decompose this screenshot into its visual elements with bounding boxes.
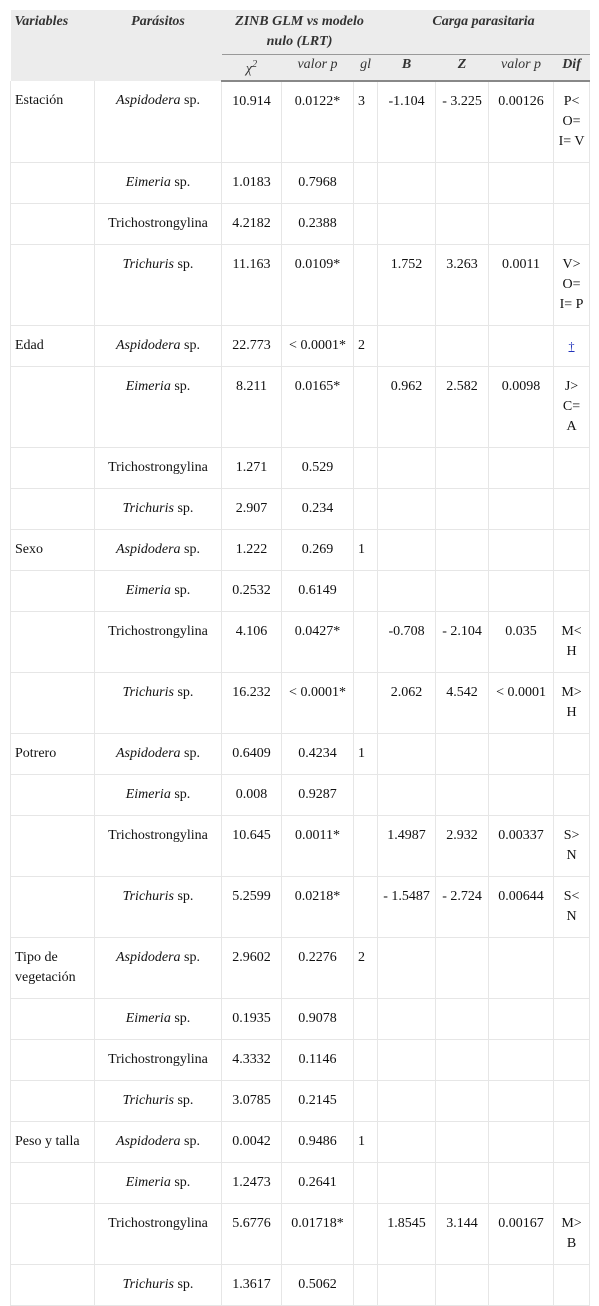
chi-cell: 0.6409 xyxy=(222,733,282,774)
B-cell xyxy=(378,488,436,529)
variable-cell xyxy=(11,815,95,876)
parasite-genus: Aspidodera xyxy=(115,949,181,965)
Z-cell xyxy=(436,998,489,1039)
parasite-cell xyxy=(95,611,222,672)
pvalue-cell: 0.1146 xyxy=(282,1039,354,1080)
dif-cell: S< N xyxy=(554,876,590,937)
variable-cell xyxy=(11,672,95,733)
dif-cell: V> O= I= P xyxy=(554,244,590,325)
pvalue2-cell xyxy=(489,774,554,815)
variable-cell: Edad xyxy=(11,325,95,366)
parasite-results-table xyxy=(10,10,590,1306)
variable-cell xyxy=(11,1203,95,1264)
pvalue2-cell xyxy=(489,325,554,366)
Z-cell xyxy=(436,1080,489,1121)
dif-cell: M> H xyxy=(554,672,590,733)
chi-cell: 16.232 xyxy=(222,672,282,733)
pvalue-cell: 0.0218* xyxy=(282,876,354,937)
parasite-genus: Eimeria xyxy=(125,378,171,394)
parasite-genus: Aspidodera xyxy=(115,92,181,108)
table-row xyxy=(11,998,590,1039)
dif-cell xyxy=(554,774,590,815)
parasite-suffix: Trichostrongylina xyxy=(108,1215,208,1231)
gl-cell xyxy=(354,1039,378,1080)
pvalue2-cell: 0.00337 xyxy=(489,815,554,876)
variable-cell: Sexo xyxy=(11,529,95,570)
dif-cell: M< H xyxy=(554,611,590,672)
parasite-cell xyxy=(95,733,222,774)
dif-cell xyxy=(554,733,590,774)
B-cell xyxy=(378,570,436,611)
B-cell xyxy=(378,1162,436,1203)
dif-cell xyxy=(554,937,590,998)
gl-cell xyxy=(354,162,378,203)
Z-cell xyxy=(436,774,489,815)
pvalue-cell: 0.0011* xyxy=(282,815,354,876)
chi-cell: 2.907 xyxy=(222,488,282,529)
dif-cell xyxy=(554,998,590,1039)
parasite-cell xyxy=(95,876,222,937)
gl-cell xyxy=(354,1162,378,1203)
B-cell xyxy=(378,1264,436,1305)
parasite-suffix: sp. xyxy=(173,256,194,272)
chi-cell: 22.773 xyxy=(222,325,282,366)
parasite-cell xyxy=(95,1121,222,1162)
variable-cell xyxy=(11,447,95,488)
Z-cell xyxy=(436,162,489,203)
pvalue-cell: < 0.0001* xyxy=(282,672,354,733)
parasite-genus: Aspidodera xyxy=(115,337,181,353)
Z-cell xyxy=(436,1121,489,1162)
pvalue-cell: 0.529 xyxy=(282,447,354,488)
pvalue2-cell xyxy=(489,1080,554,1121)
pvalue2-cell xyxy=(489,937,554,998)
variable-cell xyxy=(11,488,95,529)
variable-cell xyxy=(11,203,95,244)
dif-cell: M> B xyxy=(554,1203,590,1264)
table-row xyxy=(11,611,590,672)
variable-cell xyxy=(11,162,95,203)
pvalue2-cell xyxy=(489,488,554,529)
table-row xyxy=(11,81,590,163)
parasite-genus: Eimeria xyxy=(125,1174,171,1190)
B-cell xyxy=(378,447,436,488)
header-dif: Dif xyxy=(554,55,590,81)
B-cell xyxy=(378,774,436,815)
pvalue-cell: 0.9486 xyxy=(282,1121,354,1162)
variable-cell xyxy=(11,611,95,672)
pvalue2-cell xyxy=(489,1121,554,1162)
chi-cell: 2.9602 xyxy=(222,937,282,998)
table-row xyxy=(11,162,590,203)
parasite-suffix: sp. xyxy=(180,1133,200,1149)
parasite-suffix: sp. xyxy=(173,888,194,904)
Z-cell xyxy=(436,447,489,488)
parasite-genus: Eimeria xyxy=(125,582,171,598)
pvalue2-cell xyxy=(489,1264,554,1305)
parasite-suffix: sp. xyxy=(180,92,200,108)
chi-cell: 4.3332 xyxy=(222,1039,282,1080)
parasite-cell xyxy=(95,81,222,163)
pvalue-cell: 0.0122* xyxy=(282,81,354,163)
gl-cell xyxy=(354,774,378,815)
chi-cell: 3.0785 xyxy=(222,1080,282,1121)
B-cell: - 1.5487 xyxy=(378,876,436,937)
parasite-suffix: sp. xyxy=(173,684,194,700)
table-row xyxy=(11,876,590,937)
B-cell: 1.752 xyxy=(378,244,436,325)
parasite-genus: Trichuris xyxy=(122,1276,174,1292)
parasite-genus: Trichuris xyxy=(122,500,174,516)
gl-cell xyxy=(354,1080,378,1121)
table-row xyxy=(11,244,590,325)
Z-cell: 2.582 xyxy=(436,366,489,447)
parasite-suffix: sp. xyxy=(170,174,191,190)
parasite-suffix: sp. xyxy=(173,1092,194,1108)
pvalue-cell: 0.2641 xyxy=(282,1162,354,1203)
chi-cell: 4.106 xyxy=(222,611,282,672)
gl-cell xyxy=(354,876,378,937)
gl-cell xyxy=(354,611,378,672)
table-row xyxy=(11,1203,590,1264)
chi-cell: 5.6776 xyxy=(222,1203,282,1264)
gl-cell xyxy=(354,1203,378,1264)
parasite-suffix: sp. xyxy=(170,1010,191,1026)
table-row xyxy=(11,1264,590,1305)
dif-cell xyxy=(554,570,590,611)
B-cell xyxy=(378,998,436,1039)
parasite-cell xyxy=(95,203,222,244)
variable-cell xyxy=(11,876,95,937)
B-cell xyxy=(378,1039,436,1080)
table-row xyxy=(11,447,590,488)
parasite-genus: Eimeria xyxy=(125,174,171,190)
variable-cell: Peso y talla xyxy=(11,1121,95,1162)
variable-cell xyxy=(11,774,95,815)
pvalue2-cell xyxy=(489,998,554,1039)
header-chi-base: χ xyxy=(245,61,253,77)
header-variables: Variables xyxy=(11,10,95,81)
parasite-cell xyxy=(95,1162,222,1203)
parasite-cell xyxy=(95,162,222,203)
chi-cell: 11.163 xyxy=(222,244,282,325)
Z-cell xyxy=(436,1039,489,1080)
pvalue-cell: 0.6149 xyxy=(282,570,354,611)
variable-cell xyxy=(11,1080,95,1121)
dif-cell xyxy=(554,162,590,203)
header-valor-p2: valor p xyxy=(489,55,554,81)
pvalue2-cell: 0.00167 xyxy=(489,1203,554,1264)
table-row xyxy=(11,672,590,733)
header-B: B xyxy=(378,55,436,81)
parasite-suffix: Trichostrongylina xyxy=(108,459,208,475)
table-row xyxy=(11,570,590,611)
table-row xyxy=(11,774,590,815)
header-chi xyxy=(222,55,282,81)
pvalue-cell: 0.4234 xyxy=(282,733,354,774)
parasite-genus: Aspidodera xyxy=(115,745,181,761)
table-row xyxy=(11,203,590,244)
B-cell xyxy=(378,733,436,774)
dif-cell xyxy=(554,203,590,244)
Z-cell xyxy=(436,733,489,774)
parasite-suffix: Trichostrongylina xyxy=(108,1051,208,1067)
parasite-suffix: sp. xyxy=(170,582,191,598)
header-carga: Carga parasitaria xyxy=(378,10,590,55)
header-valor-p: valor p xyxy=(282,55,354,81)
Z-cell xyxy=(436,937,489,998)
variable-cell: Tipo de vegetación xyxy=(11,937,95,998)
gl-cell: 1 xyxy=(354,733,378,774)
gl-cell: 3 xyxy=(354,81,378,163)
B-cell: -1.104 xyxy=(378,81,436,163)
dif-cell: J> C= A xyxy=(554,366,590,447)
header-chi-sup: 2 xyxy=(252,59,258,70)
chi-cell: 1.271 xyxy=(222,447,282,488)
header-gl: gl xyxy=(354,55,378,81)
gl-cell xyxy=(354,998,378,1039)
table-row xyxy=(11,733,590,774)
B-cell: -0.708 xyxy=(378,611,436,672)
table-row xyxy=(11,529,590,570)
pvalue-cell: 0.2145 xyxy=(282,1080,354,1121)
table-row xyxy=(11,937,590,998)
chi-cell: 0.0042 xyxy=(222,1121,282,1162)
parasite-suffix: sp. xyxy=(170,1174,191,1190)
pvalue-cell: 0.269 xyxy=(282,529,354,570)
parasite-suffix: sp. xyxy=(180,541,200,557)
table-row xyxy=(11,366,590,447)
gl-cell xyxy=(354,203,378,244)
gl-cell xyxy=(354,488,378,529)
gl-cell xyxy=(354,815,378,876)
parasite-suffix: sp. xyxy=(180,745,200,761)
parasite-genus: Aspidodera xyxy=(115,541,181,557)
pvalue2-cell: 0.035 xyxy=(489,611,554,672)
gl-cell xyxy=(354,1264,378,1305)
B-cell xyxy=(378,1080,436,1121)
pvalue2-cell xyxy=(489,162,554,203)
pvalue-cell: 0.2276 xyxy=(282,937,354,998)
gl-cell xyxy=(354,570,378,611)
gl-cell: 1 xyxy=(354,529,378,570)
Z-cell: 3.263 xyxy=(436,244,489,325)
B-cell xyxy=(378,937,436,998)
chi-cell: 0.1935 xyxy=(222,998,282,1039)
Z-cell: 2.932 xyxy=(436,815,489,876)
pvalue2-cell xyxy=(489,203,554,244)
footnote-dagger-link[interactable]: † xyxy=(568,338,575,353)
parasite-cell xyxy=(95,529,222,570)
dif-cell xyxy=(554,447,590,488)
gl-cell xyxy=(354,447,378,488)
pvalue2-cell: 0.0098 xyxy=(489,366,554,447)
dif-cell xyxy=(554,1039,590,1080)
pvalue-cell: 0.0165* xyxy=(282,366,354,447)
Z-cell xyxy=(436,203,489,244)
variable-cell xyxy=(11,1264,95,1305)
chi-cell: 0.008 xyxy=(222,774,282,815)
pvalue-cell: 0.0109* xyxy=(282,244,354,325)
pvalue2-cell xyxy=(489,733,554,774)
parasite-genus: Aspidodera xyxy=(115,1133,181,1149)
parasite-cell xyxy=(95,488,222,529)
header-Z: Z xyxy=(436,55,489,81)
chi-cell: 1.222 xyxy=(222,529,282,570)
dif-cell xyxy=(554,529,590,570)
parasite-genus: Eimeria xyxy=(125,1010,171,1026)
gl-cell: 2 xyxy=(354,325,378,366)
Z-cell: - 2.724 xyxy=(436,876,489,937)
parasite-suffix: Trichostrongylina xyxy=(108,827,208,843)
header-zinb: ZINB GLM vs modelo nulo (LRT) xyxy=(222,10,378,55)
pvalue-cell: 0.7968 xyxy=(282,162,354,203)
Z-cell: - 2.104 xyxy=(436,611,489,672)
dif-cell xyxy=(554,1121,590,1162)
pvalue-cell: 0.01718* xyxy=(282,1203,354,1264)
parasite-suffix: sp. xyxy=(173,1276,194,1292)
table-row xyxy=(11,325,590,366)
gl-cell xyxy=(354,672,378,733)
dif-cell xyxy=(554,1080,590,1121)
Z-cell xyxy=(436,1264,489,1305)
parasite-genus: Trichuris xyxy=(122,1092,174,1108)
pvalue2-cell xyxy=(489,570,554,611)
Z-cell xyxy=(436,1162,489,1203)
dif-cell xyxy=(554,1162,590,1203)
pvalue2-cell: 0.00644 xyxy=(489,876,554,937)
parasite-genus: Trichuris xyxy=(122,256,174,272)
parasite-cell xyxy=(95,1203,222,1264)
pvalue2-cell xyxy=(489,1039,554,1080)
pvalue-cell: 0.5062 xyxy=(282,1264,354,1305)
parasite-genus: Trichuris xyxy=(122,684,174,700)
parasite-suffix: Trichostrongylina xyxy=(108,215,208,231)
variable-cell xyxy=(11,1162,95,1203)
pvalue-cell: 0.0427* xyxy=(282,611,354,672)
chi-cell: 8.211 xyxy=(222,366,282,447)
table-row xyxy=(11,815,590,876)
variable-cell: Potrero xyxy=(11,733,95,774)
pvalue-cell: 0.9287 xyxy=(282,774,354,815)
Z-cell xyxy=(436,325,489,366)
gl-cell: 2 xyxy=(354,937,378,998)
parasite-cell xyxy=(95,774,222,815)
table-row xyxy=(11,1121,590,1162)
B-cell: 0.962 xyxy=(378,366,436,447)
gl-cell xyxy=(354,244,378,325)
variable-cell xyxy=(11,244,95,325)
variable-cell xyxy=(11,1039,95,1080)
parasite-suffix: sp. xyxy=(173,500,194,516)
pvalue-cell: 0.2388 xyxy=(282,203,354,244)
dif-cell xyxy=(554,325,590,366)
pvalue2-cell: 0.00126 xyxy=(489,81,554,163)
variable-cell: Estación xyxy=(11,81,95,163)
parasite-suffix: sp. xyxy=(180,949,200,965)
parasite-cell xyxy=(95,447,222,488)
chi-cell: 4.2182 xyxy=(222,203,282,244)
B-cell xyxy=(378,529,436,570)
parasite-cell xyxy=(95,937,222,998)
dif-cell: P< O= I= V xyxy=(554,81,590,163)
parasite-cell xyxy=(95,244,222,325)
B-cell xyxy=(378,325,436,366)
parasite-genus: Eimeria xyxy=(125,786,171,802)
variable-cell xyxy=(11,998,95,1039)
parasite-suffix: sp. xyxy=(180,337,200,353)
parasite-cell xyxy=(95,325,222,366)
B-cell: 2.062 xyxy=(378,672,436,733)
pvalue2-cell xyxy=(489,1162,554,1203)
chi-cell: 1.2473 xyxy=(222,1162,282,1203)
B-cell xyxy=(378,203,436,244)
parasite-cell xyxy=(95,672,222,733)
Z-cell: 3.144 xyxy=(436,1203,489,1264)
parasite-cell xyxy=(95,570,222,611)
pvalue2-cell xyxy=(489,447,554,488)
pvalue-cell: 0.234 xyxy=(282,488,354,529)
B-cell xyxy=(378,1121,436,1162)
parasite-cell xyxy=(95,998,222,1039)
table-header xyxy=(11,10,590,81)
table-row xyxy=(11,1039,590,1080)
dif-cell xyxy=(554,488,590,529)
parasite-cell xyxy=(95,815,222,876)
chi-cell: 1.0183 xyxy=(222,162,282,203)
dif-cell xyxy=(554,1264,590,1305)
parasite-genus: Trichuris xyxy=(122,888,174,904)
table-row xyxy=(11,1162,590,1203)
B-cell: 1.8545 xyxy=(378,1203,436,1264)
variable-cell xyxy=(11,570,95,611)
table-body xyxy=(11,81,590,1306)
gl-cell xyxy=(354,366,378,447)
pvalue2-cell: < 0.0001 xyxy=(489,672,554,733)
B-cell: 1.4987 xyxy=(378,815,436,876)
parasite-cell xyxy=(95,366,222,447)
parasite-cell xyxy=(95,1080,222,1121)
B-cell xyxy=(378,162,436,203)
chi-cell: 10.914 xyxy=(222,81,282,163)
Z-cell xyxy=(436,529,489,570)
pvalue2-cell xyxy=(489,529,554,570)
parasite-cell xyxy=(95,1039,222,1080)
table-row xyxy=(11,488,590,529)
gl-cell: 1 xyxy=(354,1121,378,1162)
chi-cell: 1.3617 xyxy=(222,1264,282,1305)
parasite-cell xyxy=(95,1264,222,1305)
dif-cell: S> N xyxy=(554,815,590,876)
chi-cell: 5.2599 xyxy=(222,876,282,937)
chi-cell: 0.2532 xyxy=(222,570,282,611)
chi-cell: 10.645 xyxy=(222,815,282,876)
Z-cell: 4.542 xyxy=(436,672,489,733)
Z-cell xyxy=(436,488,489,529)
pvalue2-cell: 0.0011 xyxy=(489,244,554,325)
parasite-suffix: Trichostrongylina xyxy=(108,623,208,639)
header-parasitos: Parásitos xyxy=(95,10,222,81)
variable-cell xyxy=(11,366,95,447)
Z-cell: - 3.225 xyxy=(436,81,489,163)
table-row xyxy=(11,1080,590,1121)
parasite-suffix: sp. xyxy=(170,378,191,394)
parasite-suffix: sp. xyxy=(170,786,191,802)
pvalue-cell: 0.9078 xyxy=(282,998,354,1039)
Z-cell xyxy=(436,570,489,611)
pvalue-cell: < 0.0001* xyxy=(282,325,354,366)
